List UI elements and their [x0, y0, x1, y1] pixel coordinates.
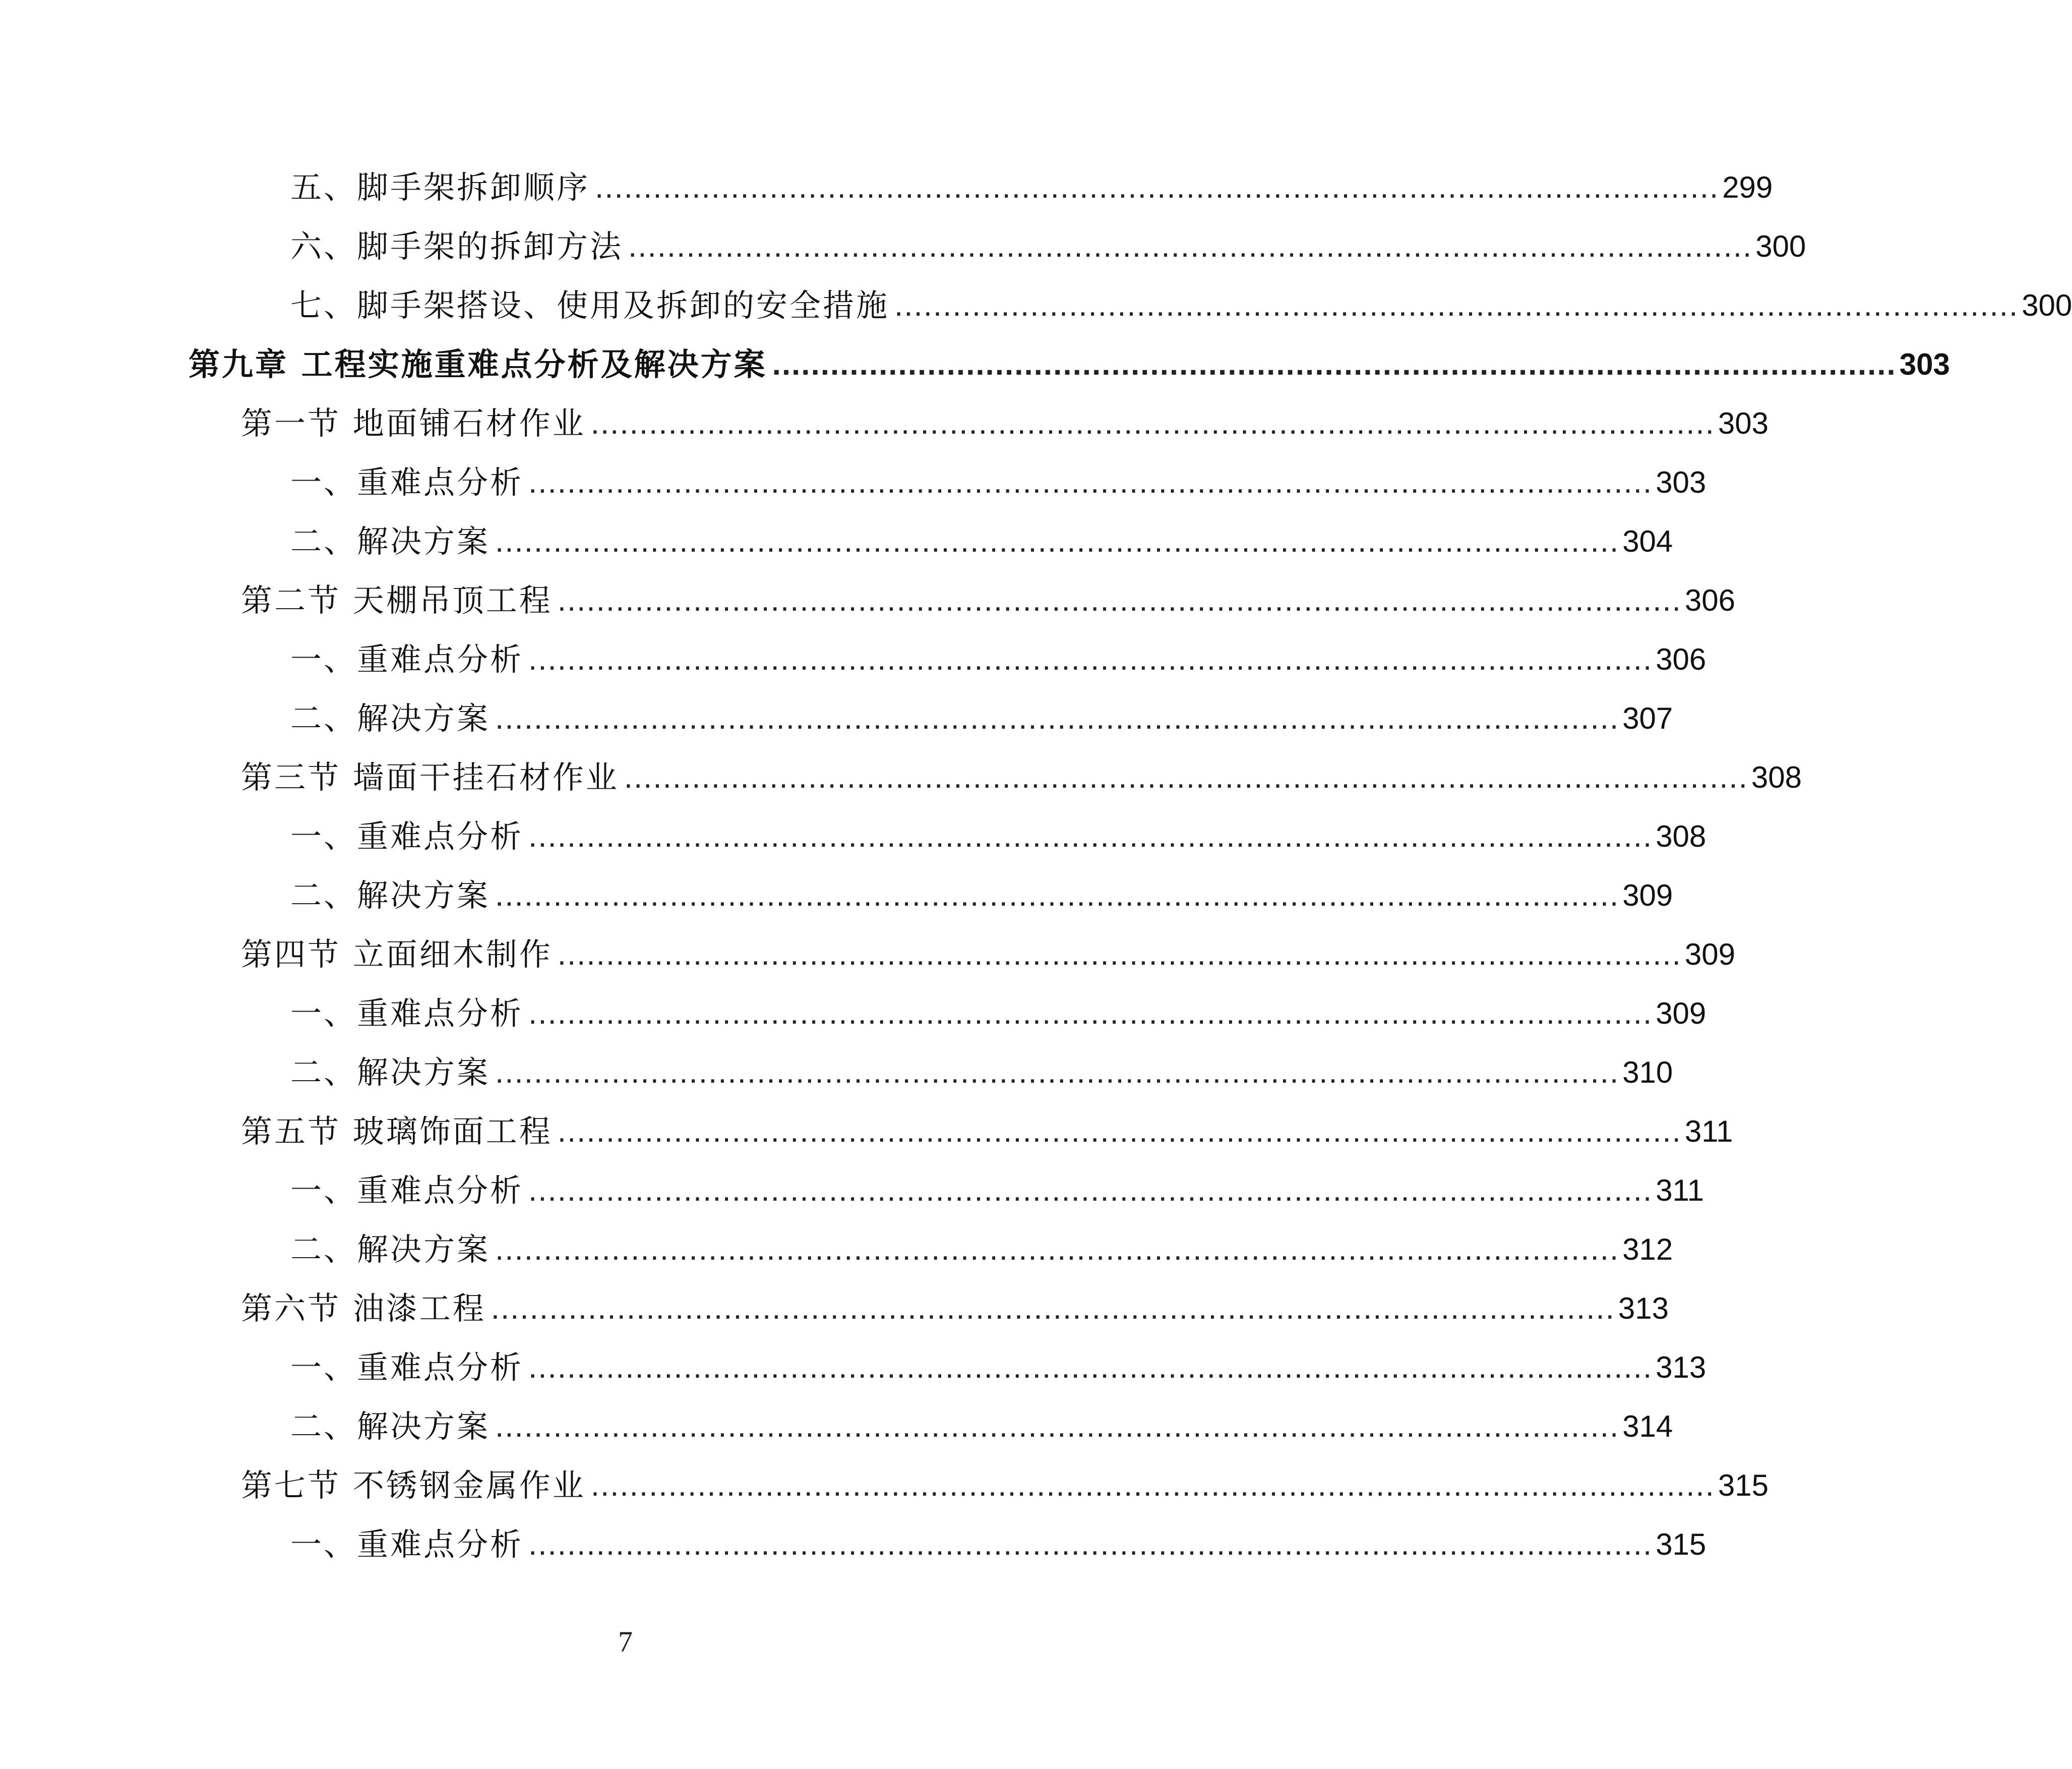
toc-entry-label: 第二节 天棚吊顶工程 — [241, 582, 553, 619]
dot-leader: .................................................................................................................... — [590, 406, 1715, 441]
toc-entry-label: 第五节 玻璃饰面工程 — [241, 1113, 553, 1150]
toc-section-entry[interactable] — [241, 401, 1769, 446]
toc-entry-page: 308 — [1656, 819, 1707, 853]
toc-section-entry[interactable] — [241, 1463, 1769, 1508]
toc-entry-label: 一、重难点分析 — [290, 995, 524, 1032]
toc-entry-page: 314 — [1622, 1409, 1673, 1443]
dot-leader: .................................................................................................................... — [528, 1527, 1653, 1562]
toc-entry-page: 310 — [1622, 1055, 1673, 1089]
toc-entry-page: 307 — [1622, 701, 1673, 735]
toc-entry-page: 306 — [1684, 583, 1735, 617]
toc-entry-page: 306 — [1656, 642, 1707, 676]
toc-entry[interactable] — [290, 1404, 1673, 1449]
toc-entry-label: 二、解决方案 — [290, 523, 491, 560]
dot-leader: .................................................................................................................... — [528, 1350, 1653, 1385]
toc-entry-label: 第七节 不锈钢金属作业 — [241, 1467, 586, 1504]
toc-entry-label: 七、脚手架搭设、使用及拆卸的安全措施 — [290, 287, 890, 324]
dot-leader: .................................................................................................................... — [491, 1291, 1615, 1326]
toc-entry-page: 311 — [1656, 1173, 1704, 1207]
dot-leader: .................................................................................................................... — [495, 701, 1620, 736]
toc-entry[interactable] — [290, 1345, 1707, 1390]
toc-entry-page: 300 — [2022, 288, 2072, 322]
dot-leader: .................................................................................................................... — [495, 1055, 1620, 1090]
toc-entry[interactable] — [290, 814, 1707, 859]
toc-entry[interactable] — [290, 165, 1773, 210]
dot-leader: .................................................................................................................... — [495, 524, 1620, 559]
dot-leader: .................................................................................................................... — [528, 996, 1653, 1031]
toc-entry-page: 308 — [1751, 760, 1802, 794]
toc-section-entry[interactable] — [241, 578, 1735, 623]
toc-entry[interactable] — [290, 519, 1673, 564]
toc-entry-page: 300 — [1755, 229, 1806, 263]
dot-leader: .................................................................................................................... — [557, 937, 1682, 972]
toc-entry-label: 二、解决方案 — [290, 700, 491, 737]
dot-leader: .................................................................................................................... — [528, 1173, 1653, 1208]
toc-entry-page: 315 — [1656, 1527, 1707, 1561]
toc-section-entry[interactable] — [241, 932, 1735, 977]
toc-entry-label: 一、重难点分析 — [290, 1172, 524, 1209]
toc-entry[interactable] — [290, 1168, 1704, 1213]
toc-entry[interactable] — [290, 637, 1707, 682]
toc-entry[interactable] — [290, 873, 1673, 918]
toc-entry-label: 二、解决方案 — [290, 1054, 491, 1091]
dot-leader: .................................................................................................................... — [772, 347, 1897, 382]
dot-leader: .................................................................................................................... — [528, 642, 1653, 677]
toc-entry[interactable] — [290, 696, 1673, 741]
toc-entry-label: 二、解决方案 — [290, 1408, 491, 1445]
toc-entry-page: 299 — [1722, 170, 1773, 204]
dot-leader: .................................................................................................................... — [894, 288, 2019, 323]
toc-entry-page: 311 — [1684, 1114, 1733, 1148]
dot-leader: .................................................................................................................... — [528, 465, 1653, 500]
dot-leader: .................................................................................................................... — [590, 1468, 1715, 1503]
toc-entry-label: 一、重难点分析 — [290, 641, 524, 678]
toc-entry-label: 二、解决方案 — [290, 877, 491, 914]
dot-leader: .................................................................................................................... — [595, 170, 1720, 205]
toc-entry-label: 一、重难点分析 — [290, 818, 524, 855]
toc-entry-label: 一、重难点分析 — [290, 464, 524, 501]
toc-entry-page: 309 — [1622, 878, 1673, 912]
toc-entry-page: 303 — [1656, 465, 1707, 499]
dot-leader: .................................................................................................................... — [628, 229, 1753, 264]
toc-entry-page: 303 — [1718, 406, 1769, 440]
toc-entry-label: 五、脚手架拆卸顺序 — [290, 169, 590, 206]
dot-leader: .................................................................................................................... — [495, 1409, 1620, 1444]
toc-entry[interactable] — [290, 1522, 1707, 1567]
dot-leader: .................................................................................................................... — [624, 760, 1748, 795]
toc-entry-label: 第一节 地面铺石材作业 — [241, 405, 586, 442]
dot-leader: .................................................................................................................... — [557, 583, 1682, 618]
toc-entry-label: 第六节 油漆工程 — [241, 1290, 486, 1327]
dot-leader: .................................................................................................................... — [528, 819, 1653, 854]
toc-entry-label: 一、重难点分析 — [290, 1349, 524, 1386]
toc-entry[interactable] — [290, 991, 1707, 1036]
toc-chapter-entry[interactable] — [189, 342, 1950, 387]
toc-entry-label: 二、解决方案 — [290, 1231, 491, 1268]
toc-entry[interactable] — [290, 283, 2072, 328]
toc-section-entry[interactable] — [241, 1286, 1669, 1331]
toc-entry[interactable] — [290, 224, 1806, 269]
toc-entry-page: 304 — [1622, 524, 1673, 558]
dot-leader: .................................................................................................................... — [557, 1114, 1682, 1149]
toc-entry-label: 一、重难点分析 — [290, 1526, 524, 1563]
toc-entry-label: 第四节 立面细木制作 — [241, 936, 553, 973]
toc-entry-page: 315 — [1718, 1468, 1769, 1502]
toc-entry-label: 第九章 工程实施重难点分析及解决方案 — [189, 346, 767, 383]
toc-entry-page: 313 — [1656, 1350, 1707, 1384]
toc-entry-label: 第三节 墙面干挂石材作业 — [241, 759, 619, 796]
dot-leader: .................................................................................................................... — [495, 1232, 1620, 1267]
page-number: 7 — [618, 1625, 633, 1658]
toc-entry-page: 303 — [1899, 347, 1950, 381]
dot-leader: .................................................................................................................... — [495, 878, 1620, 913]
toc-entry-page: 309 — [1656, 996, 1707, 1030]
toc-entry-page: 312 — [1622, 1232, 1673, 1266]
toc-entry[interactable] — [290, 1050, 1673, 1095]
toc-entry-label: 六、脚手架的拆卸方法 — [290, 228, 624, 265]
toc-section-entry[interactable] — [241, 755, 1802, 800]
toc-entry[interactable] — [290, 460, 1707, 505]
toc-section-entry[interactable] — [241, 1109, 1733, 1154]
toc-entry-page: 313 — [1618, 1291, 1669, 1325]
toc-entry-page: 309 — [1684, 937, 1735, 971]
toc-entry[interactable] — [290, 1227, 1673, 1272]
